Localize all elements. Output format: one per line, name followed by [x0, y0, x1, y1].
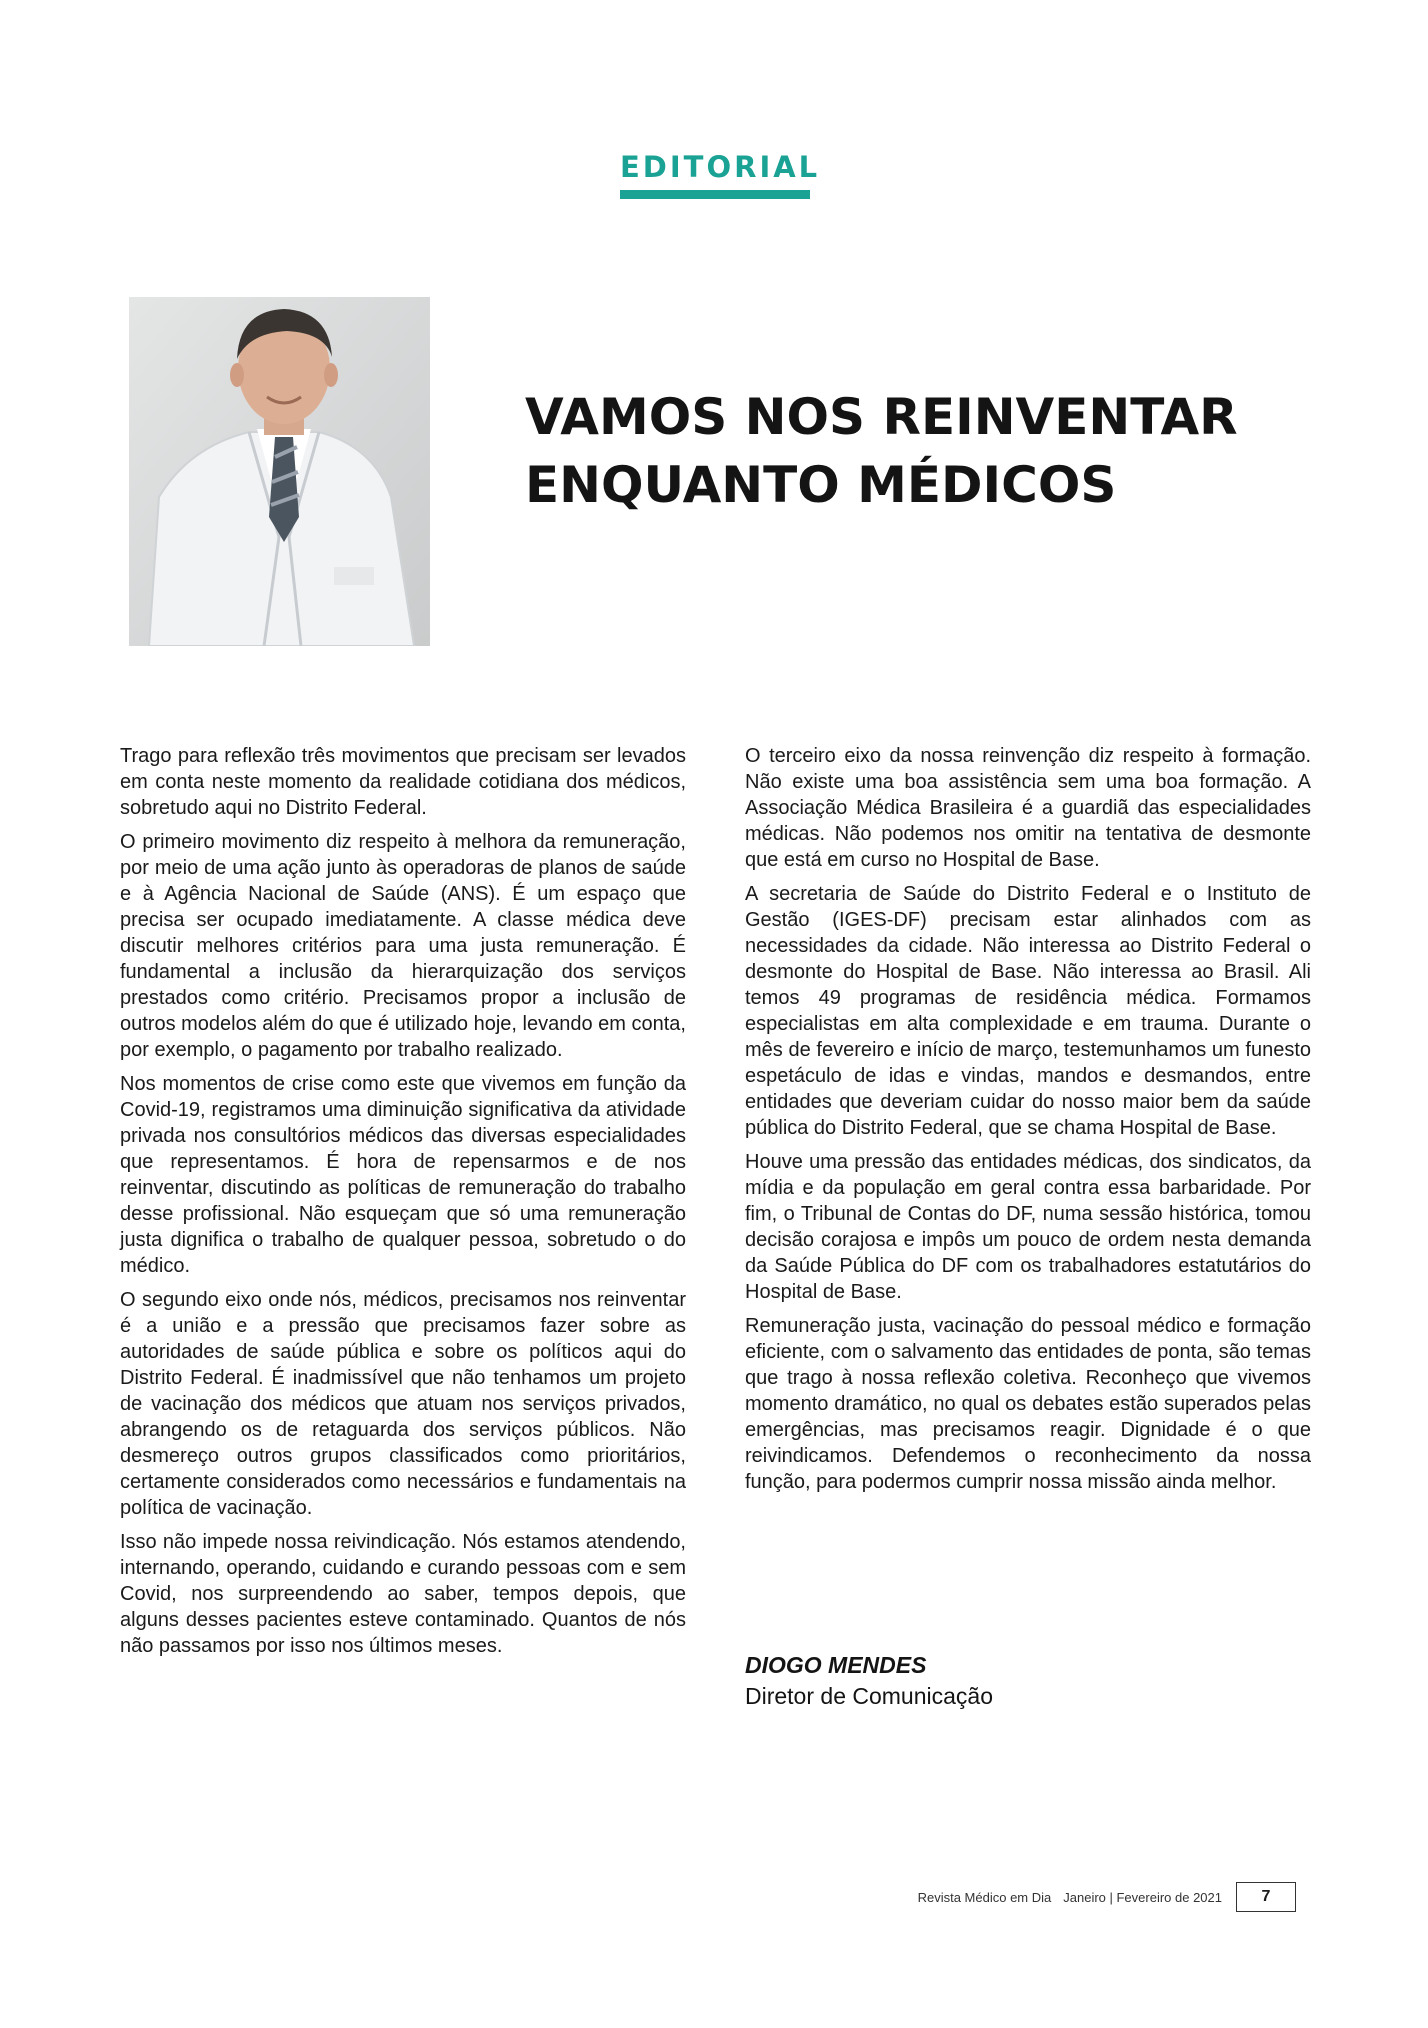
paragraph: Trago para reflexão três movimentos que precisam ser levados em conta neste momento da realidade cotidiana dos médicos, sobretudo aqui no Distrito Federal.	[120, 745, 686, 819]
paragraph: O segundo eixo onde nós, médicos, precisamos nos reinventar é a união e a pressão que precisamos fazer sobre as autoridades de saúde pública e sobre os políticos aqui do Distrito Federal. É inadmissível que não tenhamos um projeto de vacinação dos médicos que atuam nos serviços privados, abrangendo os de retaguarda dos serviços públicos. Não desmereço outros grupos classificados como prioritários, certamente considerados como necessários e fundamentais na política de vacinação.	[120, 1289, 686, 1519]
page-footer	[918, 1882, 1296, 1912]
paragraph: Houve uma pressão das entidades médicas, dos sindicatos, da mídia e da população em geral contra essa barbaridade. Por fim, o Tribunal de Contas do DF, numa sessão histórica, tomou decisão corajosa e impôs um pouco de ordem nesta demanda da Saúde Pública do DF com os trabalhadores estatutários do Hospital de Base.	[745, 1151, 1311, 1303]
title-line-1: VAMOS NOS REINVENTAR	[525, 388, 1238, 446]
publication-name: Revista Médico em Dia	[917, 1889, 1052, 1905]
paragraph: Remuneração justa, vacinação do pessoal médico e formação eficiente, com o salvamento das entidades de ponta, são temas que trago à nossa reflexão coletiva. Reconheço que vivemos momento dramático, no qual os debates estão superados pelas emergências, mas precisamos reagir. Dignidade é o que reivindicamos. Defendemos o reconhecimento da nossa função, para podermos cumprir nossa missão ainda melhor.	[745, 1315, 1311, 1493]
article-title	[525, 383, 1325, 519]
section-label: EDITORIAL	[620, 150, 821, 184]
author-portrait	[129, 297, 430, 646]
signature-block	[745, 1650, 993, 1712]
paragraph: O primeiro movimento diz respeito à melhora da remuneração, por meio de uma ação junto às operadoras de planos de saúde e à Agência Nacional de Saúde (ANS). É um espaço que precisa ser ocupado imediatamente. A classe médica deve discutir melhores critérios para uma justa remuneração. É fundamental a inclusão da hierarquização dos serviços prestados como critério. Precisamos propor a inclusão de outros modelos além do que é utilizado hoje, levando em conta, por exemplo, o pagamento por trabalho realizado.	[120, 831, 686, 1061]
body-column-left	[120, 743, 686, 1667]
portrait-photo-icon	[129, 297, 430, 646]
page-number: 7	[1236, 1882, 1296, 1912]
paragraph: O terceiro eixo da nossa reinvenção diz respeito à formação. Não existe uma boa assistência sem uma boa formação. A Associação Médica Brasileira é a guardiã das especialidades médicas. Não podemos nos omitir na tentativa de desmonte que está em curso no Hospital de Base.	[745, 745, 1311, 871]
section-underline	[620, 190, 810, 199]
paragraph: Nos momentos de crise como este que vivemos em função da Covid-19, registramos uma diminuição significativa da atividade privada nos consultórios médicos das diversas especialidades que representamos. É hora de repensarmos e de nos reinventar, discutindo as políticas de remuneração do trabalho desse profissional. Não esqueçam que só uma remuneração justa dignifica o trabalho de qualquer pessoa, sobretudo o do médico.	[120, 1073, 686, 1277]
paragraph: A secretaria de Saúde do Distrito Federal e o Instituto de Gestão (IGES-DF) precisam estar alinhados com as necessidades da cidade. Não interessa ao Distrito Federal o desmonte do Hospital de Base. Não interessa ao Brasil. Ali temos 49 programas de residência médica. Formamos especialistas em alta complexidade e em trauma. Durante o mês de fevereiro e início de março, testemunhamos um funesto espetáculo de idas e vindas, mandos e desmandos, entre entidades que deveriam cuidar do nosso maior bem da saúde pública do Distrito Federal, que se chama Hospital de Base.	[745, 883, 1311, 1139]
body-column-right	[745, 743, 1311, 1503]
paragraph: Isso não impede nossa reivindicação. Nós estamos atendendo, internando, operando, cuidando e curando pessoas com e sem Covid, nos surpreendendo ao saber, tempos depois, que alguns desses pacientes esteve contaminado. Quantos de nós não passamos por isso nos últimos meses.	[120, 1531, 686, 1657]
title-line-2: ENQUANTO MÉDICOS	[525, 456, 1117, 514]
issue-date: Janeiro | Fevereiro de 2021	[1063, 1889, 1222, 1905]
author-role: Diretor de Comunicação	[745, 1683, 994, 1709]
author-name: DIOGO MENDES	[745, 1652, 927, 1678]
